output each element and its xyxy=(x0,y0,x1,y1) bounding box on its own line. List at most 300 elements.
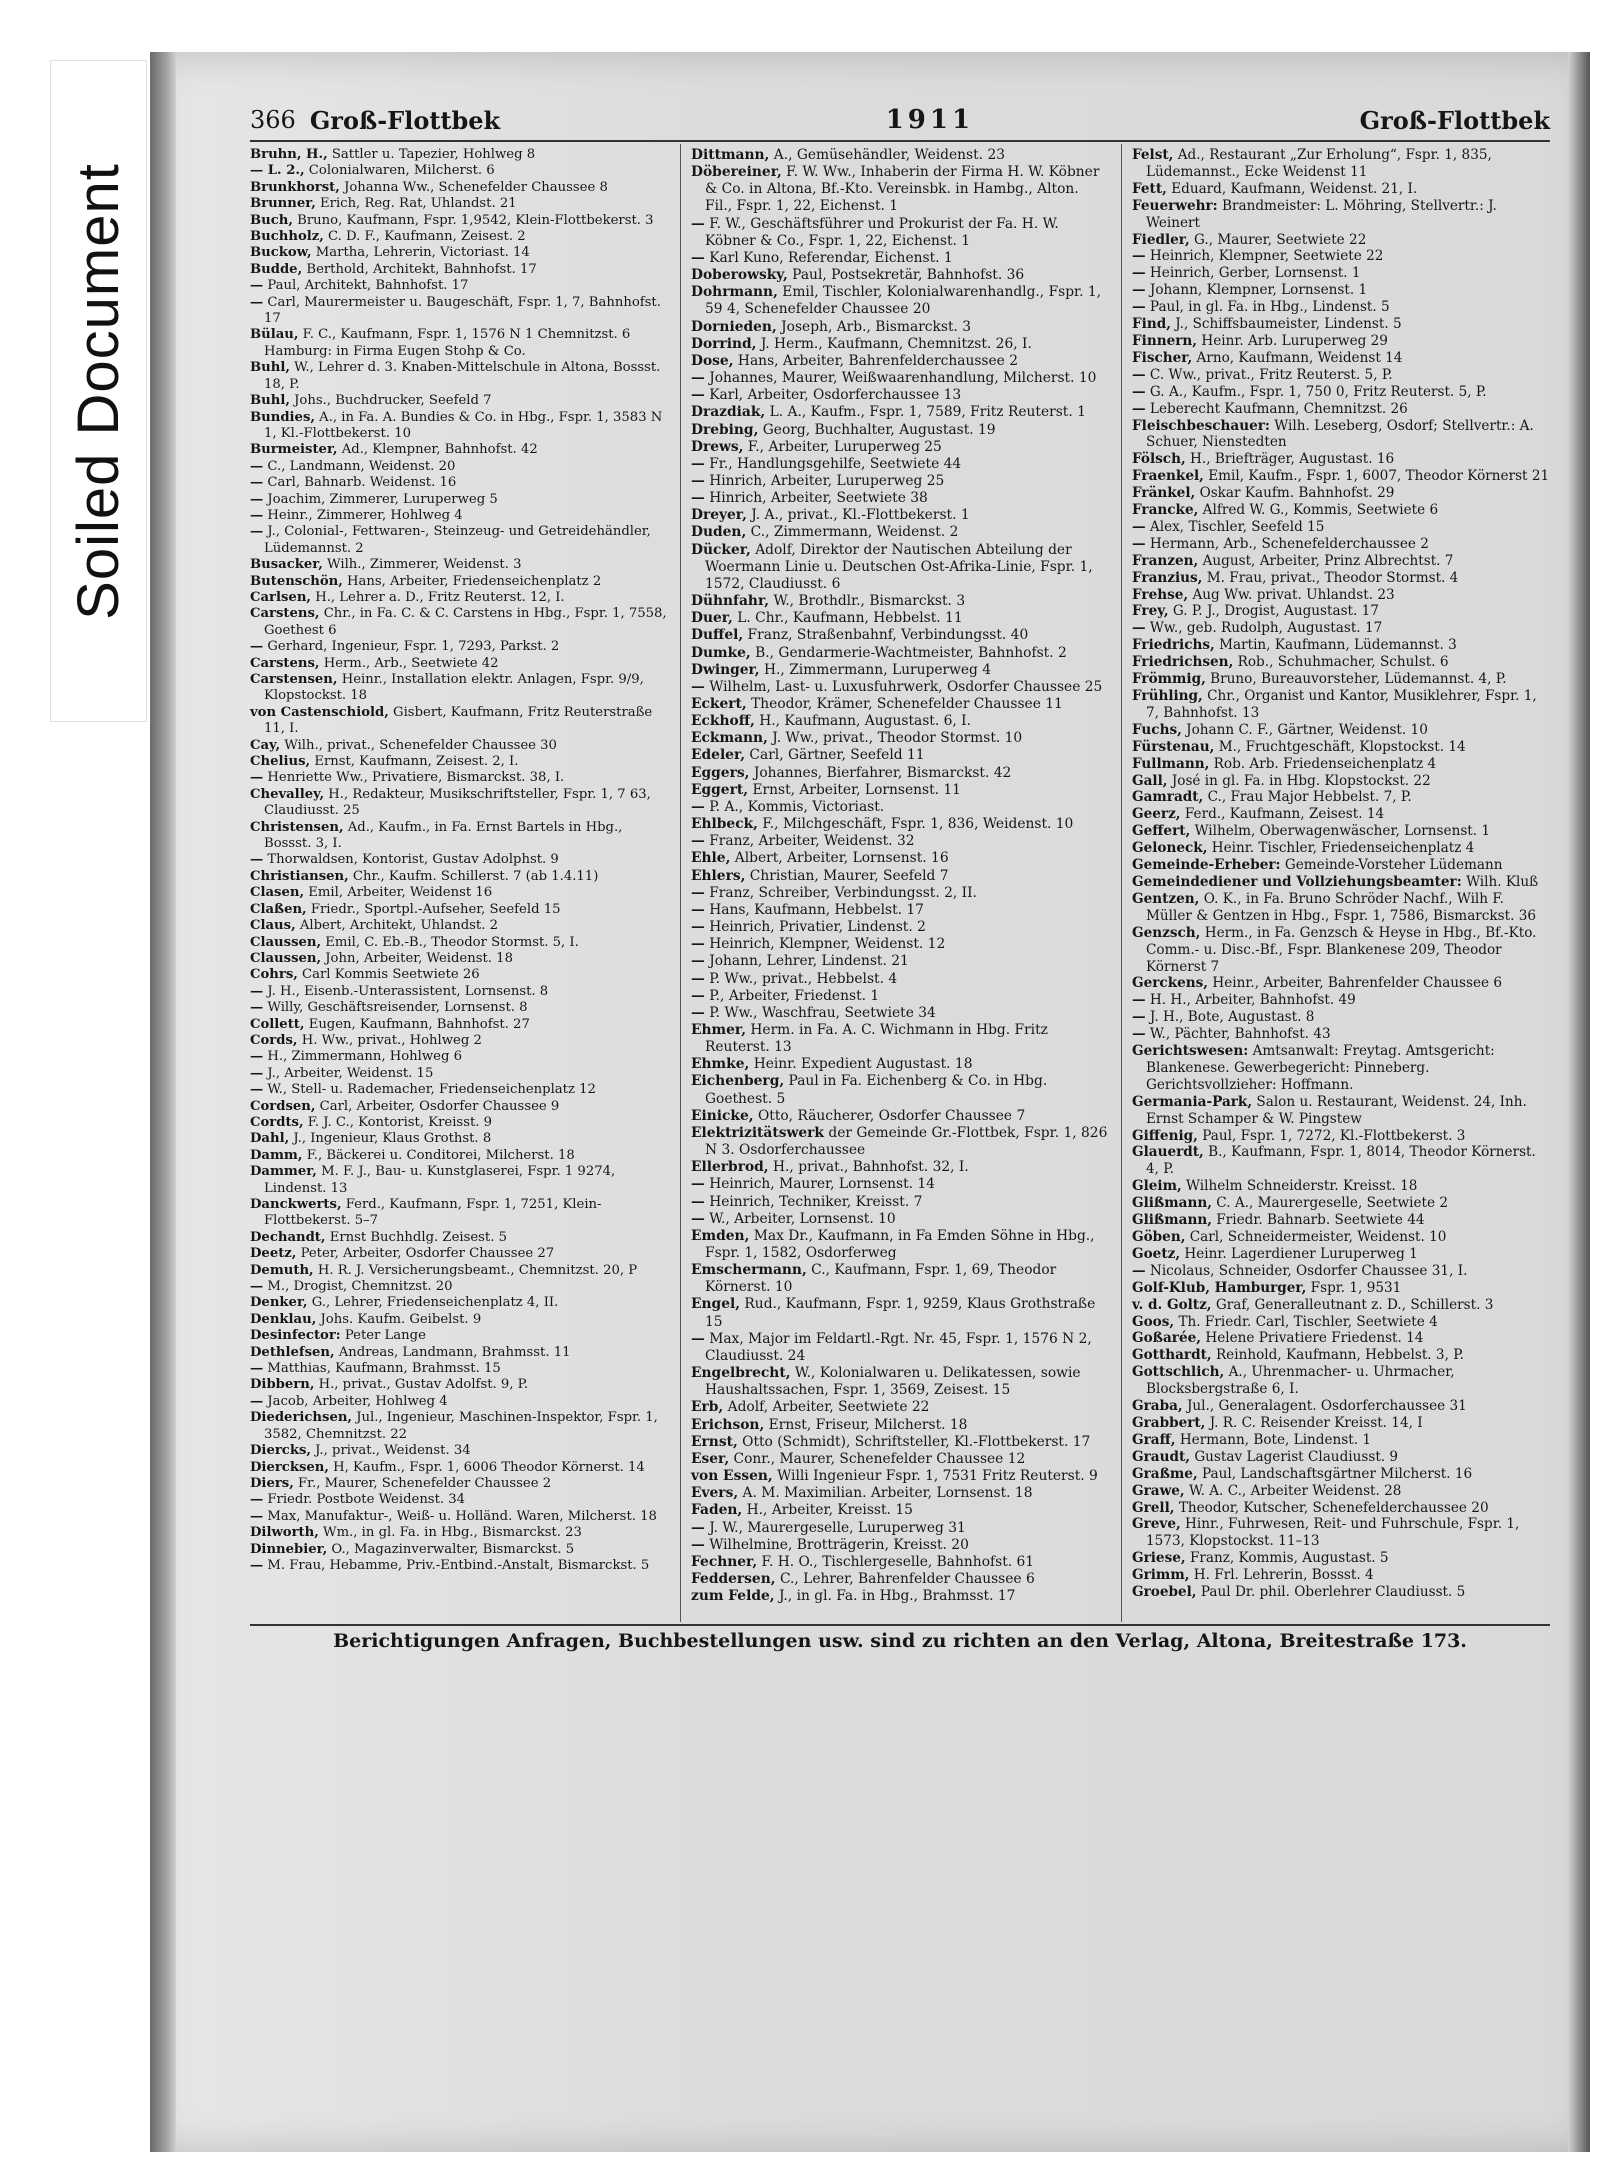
entry-details: Ad., Restaurant „Zur Erholung“, Fspr. 1, 835, Lüdemannst., Ecke Weidenst 11 xyxy=(1146,147,1492,180)
directory-entry xyxy=(1132,688,1550,722)
entry-name: Franzen, xyxy=(1132,552,1199,569)
entry-name: Emden, xyxy=(691,1227,750,1244)
entry-details: Franz, Straßenbahnf, Verbindungsst. 40 xyxy=(747,627,1029,644)
entry-details: Thorwaldsen, Kontorist, Gustav Adolphst. 9 xyxy=(267,852,559,868)
directory-entry xyxy=(1132,282,1550,299)
directory-entry xyxy=(250,1164,668,1197)
entry-name: Fränkel, xyxy=(1132,485,1196,502)
entry-details: O. K., in Fa. Bruno Schröder Nachf., Wilh F. Müller & Gentzen in Hbg., Fspr. 1, 7586, Bismarckst. 36 xyxy=(1146,890,1537,924)
entry-details: Gisbert, Kaufmann, Fritz Reuterstraße 11, I. xyxy=(264,704,653,737)
entry-details: August, Arbeiter, Prinz Albrechtst. 7 xyxy=(1202,552,1454,569)
entry-name: Buckow, xyxy=(250,245,312,261)
entry-details: Paul, Postsekretär, Bahnhofst. 36 xyxy=(792,267,1025,284)
entry-name: Fechner, xyxy=(691,1553,758,1570)
entry-details: P. Ww., Waschfrau, Seetwiete 34 xyxy=(709,1004,936,1021)
directory-entry xyxy=(250,656,668,672)
entry-name: — xyxy=(250,770,264,786)
entry-details: B., Gendarmerie-Wachtmeister, Bahnhofst. 2 xyxy=(755,644,1067,661)
entry-name: Dühnfahr, xyxy=(691,593,770,610)
entry-name: — xyxy=(691,215,705,232)
directory-entry xyxy=(250,1049,668,1065)
directory-entry xyxy=(250,672,668,705)
directory-entry xyxy=(1132,553,1550,570)
directory-entry xyxy=(1132,1128,1550,1145)
entry-name: Gotthardt, xyxy=(1132,1347,1212,1364)
entry-details: Franz, Kommis, Augustast. 5 xyxy=(1189,1550,1389,1567)
entry-details: Heinrich, Privatier, Lindenst. 2 xyxy=(709,919,926,936)
entry-details: G., Maurer, Seetwiete 22 xyxy=(1194,231,1367,248)
directory-entry xyxy=(250,1099,668,1115)
entry-details: Johs. Kaufm. Geibelst. 9 xyxy=(320,1311,482,1327)
entry-name: Greve, xyxy=(1132,1516,1181,1533)
directory-entry xyxy=(250,770,668,786)
entry-details: Christian, Maurer, Seefeld 7 xyxy=(749,867,949,884)
entry-details: Carl, Gärtner, Seefeld 11 xyxy=(749,747,925,764)
entry-name: Finnern, xyxy=(1132,332,1198,349)
entry-name: Dibbern, xyxy=(250,1377,315,1393)
entry-details: Max, Manufaktur-, Weiß- u. Holländ. Waren, Milcherst. 18 xyxy=(267,1508,657,1524)
entry-details: Rob., Schuhmacher, Schulst. 6 xyxy=(1237,654,1449,671)
entry-details: Andreas, Landmann, Brahmsst. 11 xyxy=(338,1344,571,1360)
entry-details: H., Zimmermann, Hohlweg 6 xyxy=(267,1049,462,1065)
entry-details: B., Kaufmann, Fspr. 1, 8014, Theodor Körnerst. 4, P. xyxy=(1146,1144,1536,1178)
entry-details: Hans, Kaufmann, Hebbelst. 17 xyxy=(709,901,924,918)
directory-entry xyxy=(691,456,1109,473)
entry-name: — xyxy=(250,458,264,474)
directory-entry xyxy=(691,250,1109,267)
directory-entry xyxy=(250,410,668,443)
entry-details: Ad., Kaufm., in Fa. Ernst Bartels in Hbg., Bossst. 3, I. xyxy=(264,819,623,852)
entry-details: C. Ww., privat., Fritz Reuterst. 5, P. xyxy=(1149,366,1393,383)
entry-details: J., in gl. Fa. in Hbg., Brahmsst. 17 xyxy=(778,1588,1016,1605)
entry-details: Herm., in Fa. Genzsch & Heyse in Hbg., Bf.-Kto. Comm.- u. Disc.-Bf., Fspr. Blankenese 209, Theodor Körnerst 7 xyxy=(1146,924,1537,975)
directory-entry xyxy=(250,639,668,655)
entry-name: Grawe, xyxy=(1132,1482,1185,1499)
entry-details: H., Briefträger, Augustast. 16 xyxy=(1190,451,1395,468)
entry-name: Carstens, xyxy=(250,655,320,671)
entry-name: Diercks, xyxy=(250,1443,311,1459)
entry-details: Hermann, Bote, Lindenst. 1 xyxy=(1179,1431,1372,1448)
directory-entry xyxy=(250,606,668,639)
directory-entry xyxy=(1132,265,1550,282)
entry-name: — xyxy=(1132,992,1146,1009)
entry-details: Karl Kuno, Referendar, Eichenst. 1 xyxy=(709,249,953,266)
entry-details: C., Kaufmann, Fspr. 1, 69, Theodor Körnerst. 10 xyxy=(705,1262,1057,1296)
entry-name: Butenschön, xyxy=(250,573,343,589)
entry-details: Amtsanwalt: Freytag. Amtsgericht: Blankenese. Gewerbegericht: Pinneberg. Gerichtsvollzieher: Hoffmann. xyxy=(1146,1043,1495,1093)
directory-entry xyxy=(691,473,1109,490)
entry-name: Glißmann, xyxy=(1132,1212,1212,1229)
entry-name: — xyxy=(691,833,705,850)
directory-entry xyxy=(1132,1483,1550,1500)
directory-entry xyxy=(691,919,1109,936)
entry-name: Eckhoff, xyxy=(691,713,755,730)
entry-name: Damm, xyxy=(250,1147,303,1163)
entry-details: Hans, Arbeiter, Friedenseichenplatz 2 xyxy=(347,573,602,589)
directory-entry xyxy=(1132,1516,1550,1550)
entry-details: Jacob, Arbeiter, Hohlweg 4 xyxy=(267,1393,448,1409)
entry-name: — xyxy=(691,1330,705,1347)
entry-details: Helene Privatiere Friedenst. 14 xyxy=(1205,1330,1424,1347)
entry-details: Wilhelmine, Brotträgerin, Kreisst. 20 xyxy=(709,1536,969,1553)
entry-details: Salon u. Restaurant, Weidenst. 24, Inh. Ernst Schamper & W. Pingstew xyxy=(1146,1093,1527,1127)
entry-name: Chelius, xyxy=(250,754,311,770)
directory-entry xyxy=(250,245,668,261)
directory-entry xyxy=(250,1000,668,1016)
entry-details: M., Drogist, Chemnitzst. 20 xyxy=(267,1279,453,1295)
directory-entry xyxy=(691,1228,1109,1262)
directory-entry xyxy=(691,953,1109,970)
entry-name: Goos, xyxy=(1132,1313,1175,1330)
entry-name: Carlsen, xyxy=(250,589,311,605)
entry-name: — xyxy=(691,490,705,507)
entry-details: Alex, Tischler, Seefeld 15 xyxy=(1149,518,1325,535)
page-right-edge xyxy=(1568,52,1590,2152)
entry-name: — xyxy=(691,798,705,815)
entry-details: Heinr., Installation elektr. Anlagen, Fspr. 9/9, Klopstockst. 18 xyxy=(264,672,644,704)
directory-entry xyxy=(691,1005,1109,1022)
entry-details: Johann, Lehrer, Lindenst. 21 xyxy=(709,953,909,970)
entry-details: F. J. C., Kontorist, Kreisst. 9 xyxy=(307,1114,493,1130)
entry-name: Diederichsen, xyxy=(250,1410,353,1426)
directory-entry xyxy=(250,1279,668,1295)
entry-name: Evers, xyxy=(691,1485,739,1502)
entry-details: Herm. in Fa. A. C. Wichmann in Hbg. Fritz Reuterst. 13 xyxy=(705,1021,1048,1056)
entry-details: Hinr., Fuhrwesen, Reit- und Fuhrschule, Fspr. 1, 1573, Klopstockst. 11–13 xyxy=(1146,1516,1520,1550)
entry-name: Claßen, xyxy=(250,901,307,917)
entry-name: Grabbert, xyxy=(1132,1414,1206,1431)
entry-name: Dose, xyxy=(691,352,734,369)
entry-name: Döbereiner, xyxy=(691,164,782,181)
directory-entry xyxy=(691,1262,1109,1296)
directory-entry xyxy=(1132,1229,1550,1246)
entry-details: Johann, Klempner, Lornsenst. 1 xyxy=(1149,282,1368,299)
entry-details: M., Fruchtgeschäft, Klopstockst. 14 xyxy=(1218,738,1466,755)
directory-entry xyxy=(1132,181,1550,198)
directory-entry xyxy=(1132,1195,1550,1212)
entry-details: Fspr. 1, 9531 xyxy=(1310,1279,1402,1296)
entry-details: P. Ww., privat., Hebbelst. 4 xyxy=(709,970,898,987)
entry-name: Engelbrecht, xyxy=(691,1365,791,1382)
directory-entry xyxy=(691,422,1109,439)
entry-name: Cohrs, xyxy=(250,967,298,983)
directory-entry xyxy=(691,1537,1109,1554)
entry-name: — xyxy=(1132,248,1146,265)
entry-name: Geerz, xyxy=(1132,806,1181,823)
directory-entry xyxy=(1132,1584,1550,1601)
directory-entry xyxy=(250,1377,668,1393)
entry-name: Friedrichsen, xyxy=(1132,654,1234,671)
entry-details: Martha, Lehrerin, Victoriast. 14 xyxy=(315,245,530,261)
directory-entry xyxy=(691,1211,1109,1228)
entry-details: Ernst, Arbeiter, Lornsenst. 11 xyxy=(752,781,961,798)
entry-details: Wm., in gl. Fa. in Hbg., Bismarckst. 23 xyxy=(323,1525,582,1541)
entry-details: H., privat., Gustav Adolfst. 9, P. xyxy=(318,1377,529,1393)
header-rule xyxy=(250,140,1550,142)
entry-name: Ernst, xyxy=(691,1433,738,1450)
directory-entry xyxy=(250,1017,668,1033)
directory-entry xyxy=(691,971,1109,988)
directory-entry xyxy=(691,747,1109,764)
entry-details: Hinrich, Arbeiter, Luruperweg 25 xyxy=(709,472,945,489)
entry-name: Dinnebier, xyxy=(250,1541,328,1557)
entry-details: Adolf, Arbeiter, Seetwiete 22 xyxy=(727,1399,930,1416)
entry-name: Germania-Park, xyxy=(1132,1093,1253,1110)
directory-entry xyxy=(1132,1567,1550,1584)
entry-details: F. H. O., Tischlergeselle, Bahnhofst. 61 xyxy=(761,1553,1035,1570)
entry-name: — xyxy=(691,987,705,1004)
entry-details: Wilh., Zimmerer, Weidenst. 3 xyxy=(327,557,522,573)
directory-entry xyxy=(250,492,668,508)
directory-entry xyxy=(1132,468,1550,485)
entry-details: J., Colonial-, Fettwaren-, Steinzeug- und Getreidehändler, Lüdemannst. 2 xyxy=(264,524,651,556)
entry-name: — xyxy=(691,1193,705,1210)
directory-entry xyxy=(1132,147,1550,181)
entry-details: Theodor, Kutscher, Schenefelderchaussee 20 xyxy=(1178,1499,1489,1516)
entry-details: C., Lehrer, Bahrenfelder Chaussee 6 xyxy=(779,1570,1035,1587)
entry-name: — xyxy=(250,278,264,294)
directory-entry xyxy=(1132,789,1550,806)
entry-name: Eckmann, xyxy=(691,730,768,747)
entry-name: Friedrichs, xyxy=(1132,637,1215,654)
directory-entry xyxy=(250,1525,668,1541)
directory-entry xyxy=(691,507,1109,524)
directory-entry xyxy=(1132,1094,1550,1128)
entry-details: Franz, Schreiber, Verbindungsst. 2, II. xyxy=(709,884,977,901)
entry-details: H., Zimmermann, Luruperweg 4 xyxy=(764,661,992,678)
entry-details: Carl, Bahnarb. Weidenst. 16 xyxy=(267,475,457,491)
directory-entry xyxy=(1132,1263,1550,1280)
directory-entry xyxy=(1132,248,1550,265)
directory-entry xyxy=(250,1443,668,1459)
entry-name: — xyxy=(250,507,264,523)
entry-details: Emil, C. Eb.-B., Theodor Stormst. 5, I. xyxy=(325,934,579,950)
entry-name: Dwinger, xyxy=(691,661,760,678)
entry-details: A., in Fa. A. Bundies & Co. in Hbg., Fspr. 1, 3583 N 1, Kl.-Flottbekerst. 10 xyxy=(264,409,663,441)
entry-details: Paul in Fa. Eichenberg & Co. in Hbg. Goethest. 5 xyxy=(705,1073,1048,1107)
directory-entry xyxy=(691,902,1109,919)
entry-name: Cordsen, xyxy=(250,1098,316,1114)
entry-name: Diercksen, xyxy=(250,1459,329,1475)
entry-details: C., Frau Major Hebbelst. 7, P. xyxy=(1207,789,1412,806)
entry-details: Hermann, Arb., Schenefelderchaussee 2 xyxy=(1149,535,1429,552)
entry-details: Joachim, Zimmerer, Luruperweg 5 xyxy=(267,491,498,507)
directory-entry xyxy=(250,574,668,590)
entry-details: Heinrich, Klempner, Seetwiete 22 xyxy=(1149,248,1384,265)
directory-entry xyxy=(250,229,668,245)
entry-name: Doberowsky, xyxy=(691,267,788,284)
entry-details: Willi Ingenieur Fspr. 1, 7531 Fritz Reuterst. 9 xyxy=(777,1468,1098,1485)
entry-name: Einicke, xyxy=(691,1107,754,1124)
entry-details: Gerhard, Ingenieur, Fspr. 1, 7293, Parkst. 2 xyxy=(267,639,560,655)
directory-entry xyxy=(1132,671,1550,688)
directory-entry xyxy=(691,765,1109,782)
entry-name: Collett, xyxy=(250,1016,305,1032)
entry-name: Dohrmann, xyxy=(691,284,778,301)
entry-details: Chr., Organist und Kantor, Musiklehrer, Fspr. 1, 7, Bahnhofst. 13 xyxy=(1146,688,1537,721)
entry-details: Friedr. Bahnarb. Seetwiete 44 xyxy=(1216,1212,1425,1229)
directory-entry xyxy=(1132,1347,1550,1364)
entry-details: H. Ww., privat., Hohlweg 2 xyxy=(301,1032,482,1048)
directory-entry xyxy=(1132,384,1550,401)
directory-entry xyxy=(250,459,668,475)
directory-entry xyxy=(1132,1415,1550,1432)
entry-details: Heinr. Expedient Augustast. 18 xyxy=(753,1056,973,1073)
entry-name: Buhl, xyxy=(250,360,290,376)
entry-details: Emil, Tischler, Kolonialwarenhandlg., Fspr. 1, 59 4, Schenefelder Chaussee 20 xyxy=(705,284,1102,318)
entry-name: Glißmann, xyxy=(1132,1195,1212,1212)
entry-name: zum Felde, xyxy=(691,1588,775,1605)
entry-name: Frey, xyxy=(1132,603,1169,620)
entry-details: Franz, Arbeiter, Weidenst. 32 xyxy=(709,833,915,850)
directory-entry xyxy=(1132,232,1550,249)
entry-name: — xyxy=(691,1176,705,1193)
entry-details: Ferd., Kaufmann, Zeisest. 14 xyxy=(1184,806,1385,823)
entry-details: H., privat., Bahnhofst. 32, I. xyxy=(773,1159,969,1176)
directory-entry xyxy=(691,936,1109,953)
directory-entry xyxy=(691,833,1109,850)
directory-entry xyxy=(691,782,1109,799)
entry-details: Martin, Kaufmann, Lüdemannst. 3 xyxy=(1219,637,1457,654)
entry-details: W., Arbeiter, Lornsenst. 10 xyxy=(709,1210,896,1227)
directory-entry xyxy=(691,645,1109,662)
entry-name: Grimm, xyxy=(1132,1567,1190,1584)
directory-entry xyxy=(1132,367,1550,384)
entry-name: Graudt, xyxy=(1132,1448,1190,1465)
entry-name: Dechandt, xyxy=(250,1229,326,1245)
entry-name: — xyxy=(691,472,705,489)
entry-details: John, Arbeiter, Weidenst. 18 xyxy=(325,950,513,966)
entry-details: Adolf, Direktor der Nautischen Abteilung der Woermann Linie u. Deutschen Ost-Afrika-Linie, Fspr. 1, 1572, Claudiusst. 6 xyxy=(705,541,1093,592)
entry-name: Eggert, xyxy=(691,781,749,798)
directory-entry xyxy=(1132,1364,1550,1398)
entry-details: G., Lehrer, Friedenseichenplatz 4, II. xyxy=(311,1295,559,1311)
column-divider xyxy=(1121,144,1122,1622)
entry-name: Glauerdt, xyxy=(1132,1144,1204,1161)
entry-name: — xyxy=(250,1557,264,1573)
entry-name: Geloneck, xyxy=(1132,840,1208,857)
directory-entry xyxy=(691,593,1109,610)
directory-entry xyxy=(250,1492,668,1508)
directory-entry xyxy=(691,267,1109,284)
entry-name: Buch, xyxy=(250,212,293,228)
directory-entry xyxy=(691,1451,1109,1468)
entry-name: Eggers, xyxy=(691,764,750,781)
entry-details: H. Frl. Lehrerin, Bossst. 4 xyxy=(1193,1567,1374,1584)
entry-name: Denker, xyxy=(250,1295,308,1311)
directory-entry xyxy=(250,705,668,738)
directory-entry xyxy=(691,662,1109,679)
entry-name: Giffenig, xyxy=(1132,1127,1198,1144)
entry-name: Gall, xyxy=(1132,772,1168,789)
directory-column-2 xyxy=(691,147,1109,1605)
entry-name: Busacker, xyxy=(250,557,323,573)
entry-details: Wilhelm, Oberwagenwäscher, Lornsenst. 1 xyxy=(1194,823,1491,840)
directory-entry xyxy=(691,816,1109,833)
entry-details: H., Lehrer a. D., Fritz Reuterst. 12, I. xyxy=(315,589,565,605)
entry-details: L. A., Kaufm., Fspr. 1, 7589, Fritz Reuterst. 1 xyxy=(769,404,1086,421)
directory-entry xyxy=(250,1542,668,1558)
directory-entry xyxy=(1132,1280,1550,1297)
directory-entry xyxy=(691,1108,1109,1125)
entry-details: H. H., Arbeiter, Bahnhofst. 49 xyxy=(1149,992,1356,1009)
entry-name: — xyxy=(1132,1262,1146,1279)
entry-details: Ferd., Kaufmann, Fspr. 1, 7251, Klein-Flottbekerst. 5–7 xyxy=(264,1197,602,1229)
entry-name: Deetz, xyxy=(250,1246,297,1262)
entry-name: Dahl, xyxy=(250,1131,290,1147)
entry-name: Claussen, xyxy=(250,934,322,950)
entry-name: Elektrizitätswerk xyxy=(691,1124,824,1141)
footer-rule xyxy=(250,1624,1550,1626)
directory-entry xyxy=(250,295,668,328)
entry-details: Wilh., privat., Schenefelder Chaussee 30 xyxy=(284,737,557,753)
directory-entry xyxy=(691,799,1109,816)
entry-name: Dilworth, xyxy=(250,1525,319,1541)
directory-entry xyxy=(1132,637,1550,654)
entry-name: Bundies, xyxy=(250,409,315,425)
entry-name: Faden, xyxy=(691,1502,743,1519)
directory-entry xyxy=(691,524,1109,541)
entry-name: Gleim, xyxy=(1132,1178,1182,1195)
directory-entry xyxy=(250,278,668,294)
entry-details: Wilhelm Schneiderstr. Kreisst. 18 xyxy=(1186,1178,1418,1195)
entry-name: Erichson, xyxy=(691,1416,765,1433)
entry-name: Ehmke, xyxy=(691,1056,750,1073)
entry-name: — xyxy=(691,953,705,970)
directory-entry xyxy=(250,869,668,885)
directory-entry xyxy=(1132,1398,1550,1415)
entry-name: — xyxy=(250,1065,264,1081)
directory-entry xyxy=(1132,806,1550,823)
entry-name: Christensen, xyxy=(250,819,344,835)
directory-entry xyxy=(691,490,1109,507)
entry-details: Heinr., Arbeiter, Bahrenfelder Chaussee 6 xyxy=(1212,975,1503,992)
entry-name: Franzius, xyxy=(1132,569,1203,586)
directory-entry xyxy=(250,360,668,393)
directory-entry xyxy=(1132,485,1550,502)
entry-name: Ehle, xyxy=(691,850,731,867)
entry-name: Fürstenau, xyxy=(1132,738,1215,755)
directory-entry xyxy=(1132,823,1550,840)
entry-name: — xyxy=(1132,299,1146,316)
entry-details: J. A., privat., Kl.-Flottbekerst. 1 xyxy=(751,507,970,524)
entry-details: Johs., Buchdrucker, Seefeld 7 xyxy=(294,393,492,409)
label-text: Soiled Document xyxy=(66,162,131,620)
entry-details: Wilh. Kluß xyxy=(1466,873,1539,890)
entry-details: Ernst, Kaufmann, Zeisest. 2, I. xyxy=(314,754,519,770)
entry-details: Jul., Ingenieur, Maschinen-Inspektor, Fspr. 1, 3582, Chemnitzst. 22 xyxy=(264,1410,658,1442)
entry-name: Graff, xyxy=(1132,1431,1176,1448)
entry-name: Erb, xyxy=(691,1399,724,1416)
entry-details: Herm., Arb., Seetwiete 42 xyxy=(323,655,499,671)
entry-details: Erich, Reg. Rat, Uhlandst. 21 xyxy=(320,196,517,212)
entry-details: Eugen, Kaufmann, Bahnhofst. 27 xyxy=(308,1016,530,1032)
entry-name: — xyxy=(250,1508,264,1524)
entry-name: Feuerwehr: xyxy=(1132,197,1218,214)
entry-details: Ernst Buchhdlg. Zeisest. 5 xyxy=(329,1229,508,1245)
entry-name: Cords, xyxy=(250,1032,298,1048)
entry-name: Golf-Klub, Hamburger, xyxy=(1132,1279,1307,1296)
entry-name: Graßme, xyxy=(1132,1465,1198,1482)
entry-name: — xyxy=(691,1519,705,1536)
entry-details: O., Magazinverwalter, Bismarckst. 5 xyxy=(331,1541,575,1557)
directory-entry xyxy=(1132,536,1550,553)
entry-name: Carstensen, xyxy=(250,672,338,687)
directory-entry xyxy=(691,1485,1109,1502)
directory-entry xyxy=(1132,587,1550,604)
entry-name: Eser, xyxy=(691,1450,730,1467)
directory-entry xyxy=(1132,739,1550,756)
